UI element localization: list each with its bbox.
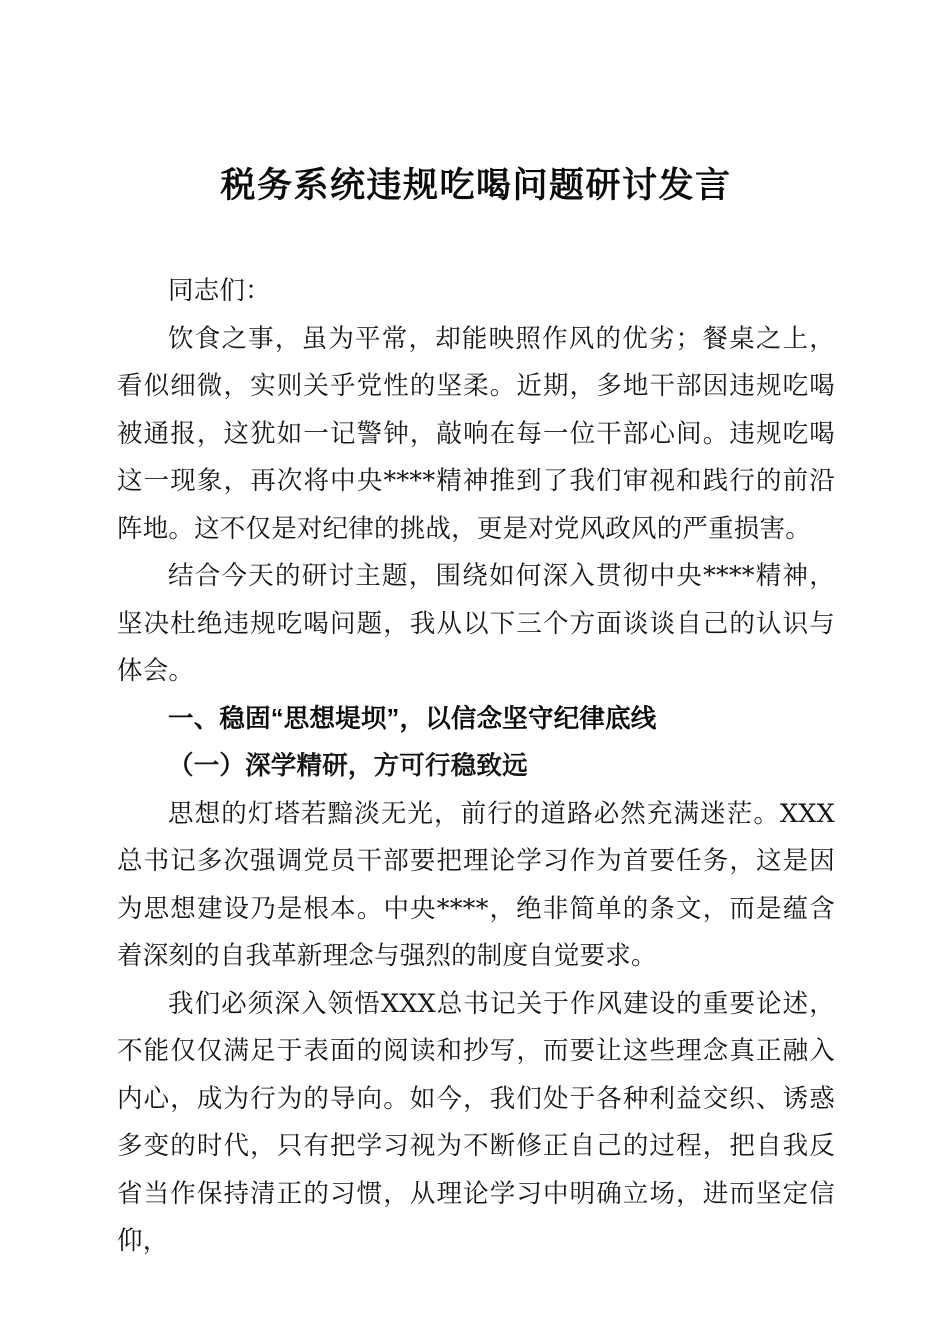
section-heading-one: 一、稳固“思想堤坝”，以信念坚守纪律底线 bbox=[168, 704, 657, 733]
paragraph-subsection-one-1: 思想的灯塔若黯淡无光，前行的道路必然充满迷茫。XXX总书记多次强调党员干部要把理论学习作为首要任务，这是因为思想建设乃是根本。中央****，绝非简单的条文，而是蕴含着深刻的自我革新理念与强烈的制度自觉要求。 bbox=[117, 798, 835, 971]
paragraph-intro: 饮食之事，虽为平常，却能映照作风的优劣；餐桌之上，看似细微，实则关乎党性的坚柔。近期，多地干部因违规吃喝被通报，这犹如一记警钟，敲响在每一位干部心间。违规吃喝这一现象，再次将中央****精神推到了我们审视和践行的前沿阵地。这不仅是对纪律的挑战，更是对党风政风的严重损害。 bbox=[117, 323, 835, 544]
document-title: 税务系统违规吃喝问题研讨发言 bbox=[220, 165, 732, 206]
salutation-line: 同志们： bbox=[168, 276, 271, 306]
paragraph-subsection-one-2: 我们必须深入领悟XXX总书记关于作风建设的重要论述，不能仅仅满足于表面的阅读和抄写，而要让这些理念真正融入内心，成为行为的导向。如今，我们处于各种利益交织、诱惑多变的时代，只有把学习视为不断修正自己的过程，把自我反省当作保持清正的习惯，从理论学习中明确立场，进而坚定信仰， bbox=[117, 988, 835, 1256]
content-stack bbox=[117, 268, 835, 1266]
paragraph-purpose: 结合今天的研讨主题，围绕如何深入贯彻中央****精神，坚决杜绝违规吃喝问题，我从以下三个方面谈谈自己的认识与体会。 bbox=[117, 561, 835, 686]
subsection-heading-one-one: （一）深学精研，方可行稳致远 bbox=[168, 751, 528, 781]
